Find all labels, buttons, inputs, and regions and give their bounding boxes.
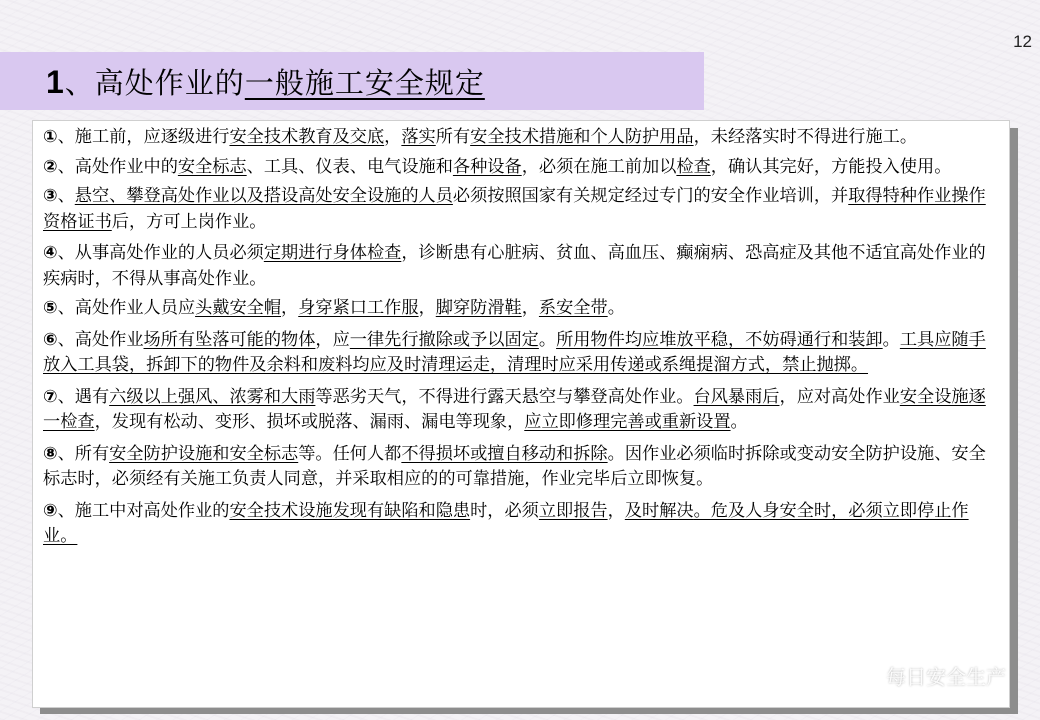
emphasized-text: 不得损坏或擅自移动和拆除 xyxy=(401,443,608,464)
rule-item-6 xyxy=(43,328,995,379)
item-text: 必须按照国家有关规定经过专门的安全作业培训，并 xyxy=(452,186,849,206)
emphasized-text: 立即报告 xyxy=(538,500,608,521)
item-number: ⑨ xyxy=(43,500,58,521)
item-text: 。 xyxy=(607,298,625,318)
emphasized-text: 悬空、攀登高处作业以及搭设高处安全设施的人员 xyxy=(74,186,453,206)
item-text: 、从事高处作业的人员必须 xyxy=(57,243,264,263)
item-text: 、高处作业 xyxy=(57,329,144,350)
item-text: ， xyxy=(521,298,539,318)
emphasized-text: 安全标志 xyxy=(177,156,247,177)
emphasized-text: 落实 xyxy=(401,127,436,147)
item-text: 、施工中对高处作业的 xyxy=(57,500,230,521)
item-number: ⑥ xyxy=(43,329,58,350)
rule-item-4 xyxy=(43,241,995,292)
emphasized-text: 及时解决 xyxy=(624,500,694,521)
item-text: 、高处作业中的 xyxy=(57,156,178,177)
rule-item-7 xyxy=(43,385,995,436)
watermark xyxy=(854,661,1006,690)
emphasized-text: 安全技术设施发现有缺陷和隐患 xyxy=(229,500,471,521)
emphasized-text: 各种设备 xyxy=(452,156,522,177)
content-card xyxy=(32,120,1010,708)
wechat-icon xyxy=(854,665,880,687)
emphasized-text: 六级以上强风、浓雾和大雨 xyxy=(109,386,316,407)
title-underlined: 一般施工安全规定 xyxy=(244,66,485,100)
item-text: 、施工前，应逐级进行 xyxy=(57,127,230,147)
emphasized-text: 所用物件均应堆放平稳，不妨碍通行和装卸 xyxy=(556,329,883,350)
item-text: 、所有 xyxy=(57,443,110,464)
emphasized-text: 脚穿防滑鞋 xyxy=(435,298,522,318)
item-text: ，应 xyxy=(315,329,350,350)
rule-item-2 xyxy=(43,155,995,181)
item-text: ， xyxy=(418,298,436,318)
item-number: ⑧ xyxy=(43,443,58,464)
title-prefix: 、高处作业的 xyxy=(64,66,245,100)
slide-title xyxy=(46,61,485,102)
item-text: ，诊断患有心脏病、贫血、高血压、癫痫病、恐高症及其他不适宜高处作业的疾病时，不得从事高处作业。 xyxy=(43,243,986,289)
item-text: ， xyxy=(607,500,625,521)
rule-item-8 xyxy=(43,442,995,493)
item-text: 等恶劣天气，不得进行露天悬空与攀登高处作业。 xyxy=(315,386,694,407)
emphasized-text: 。危及人身安全时，必须立即停止作业。 xyxy=(43,500,969,546)
emphasized-text: 台风暴雨后 xyxy=(693,386,780,407)
emphasized-text: 系安全带 xyxy=(538,298,608,318)
emphasized-text: 安全设施逐一检查 xyxy=(43,386,986,432)
item-text: ， xyxy=(384,127,402,147)
emphasized-text: 应立即修理完善或重新设置 xyxy=(524,412,731,432)
slide-number: 12 xyxy=(1013,32,1032,51)
emphasized-text: 安全防护设施和安全标志 xyxy=(109,443,299,464)
watermark-text: 每日安全生产 xyxy=(886,665,1006,689)
rule-item-9 xyxy=(43,499,995,550)
emphasized-text: 场所有坠落可能的物体 xyxy=(143,329,316,350)
item-text: ，应对高处作业 xyxy=(779,386,900,407)
item-text: 。 xyxy=(538,329,557,350)
item-text: 时，必须 xyxy=(470,500,539,521)
emphasized-text: 安全技术教育及交底 xyxy=(229,127,385,147)
item-text: 。 xyxy=(882,329,900,350)
emphasized-text: 一律先行撤除或予以固定 xyxy=(349,329,539,350)
item-number: ② xyxy=(43,156,58,177)
item-text: ， xyxy=(281,298,299,318)
emphasized-text: 定期进行身体检查 xyxy=(263,243,402,263)
item-number: ③ xyxy=(43,186,58,206)
item-text: ，必须在施工前加以 xyxy=(521,156,677,177)
item-text: ，未经落实时不得进行施工。 xyxy=(693,127,918,147)
item-text: 等。任何人都 xyxy=(298,443,402,464)
item-text: ，发现有松动、变形、损坏或脱落、漏雨、漏电等现象， xyxy=(94,412,525,432)
item-number: ⑦ xyxy=(43,386,58,407)
item-number: ⑤ xyxy=(43,298,58,318)
rule-item-3 xyxy=(43,184,995,235)
item-text: 、遇有 xyxy=(57,386,110,407)
emphasized-text: 安全技术措施和个人防护用品 xyxy=(470,127,694,147)
item-text: 后，方可上岗作业。 xyxy=(111,211,267,232)
item-text: 、工具、仪表、电气设施和 xyxy=(246,156,453,177)
emphasized-text: 取得特种作业操作资格证书 xyxy=(43,186,986,232)
item-text: 所有 xyxy=(435,127,471,147)
title-number: 1 xyxy=(46,64,65,100)
emphasized-text: 身穿紧口工作服 xyxy=(298,298,419,318)
item-number: ④ xyxy=(43,243,58,263)
item-number: ① xyxy=(43,127,58,147)
rule-item-1 xyxy=(43,125,995,151)
item-text: 。 xyxy=(730,412,748,432)
item-text: 、 xyxy=(57,186,75,206)
emphasized-text: 检查 xyxy=(676,156,711,177)
emphasized-text: 工具应随手放入工具袋，拆卸下的物件及余料和废料均应及时清理运走，清理时应采用传递或系绳提溜方式，禁止抛掷。 xyxy=(43,329,986,375)
emphasized-text: 头戴安全帽 xyxy=(195,298,282,318)
item-text: 。因作业必须临时拆除或变动安全防护设施、安全标志时，必须经有关施工负责人同意，并采取相应的的可靠措施，作业完毕后立即恢复。 xyxy=(43,443,986,489)
rule-item-5 xyxy=(43,296,995,322)
item-text: 、高处作业人员应 xyxy=(57,298,196,318)
item-text: ，确认其完好，方能投入使用。 xyxy=(710,156,952,177)
